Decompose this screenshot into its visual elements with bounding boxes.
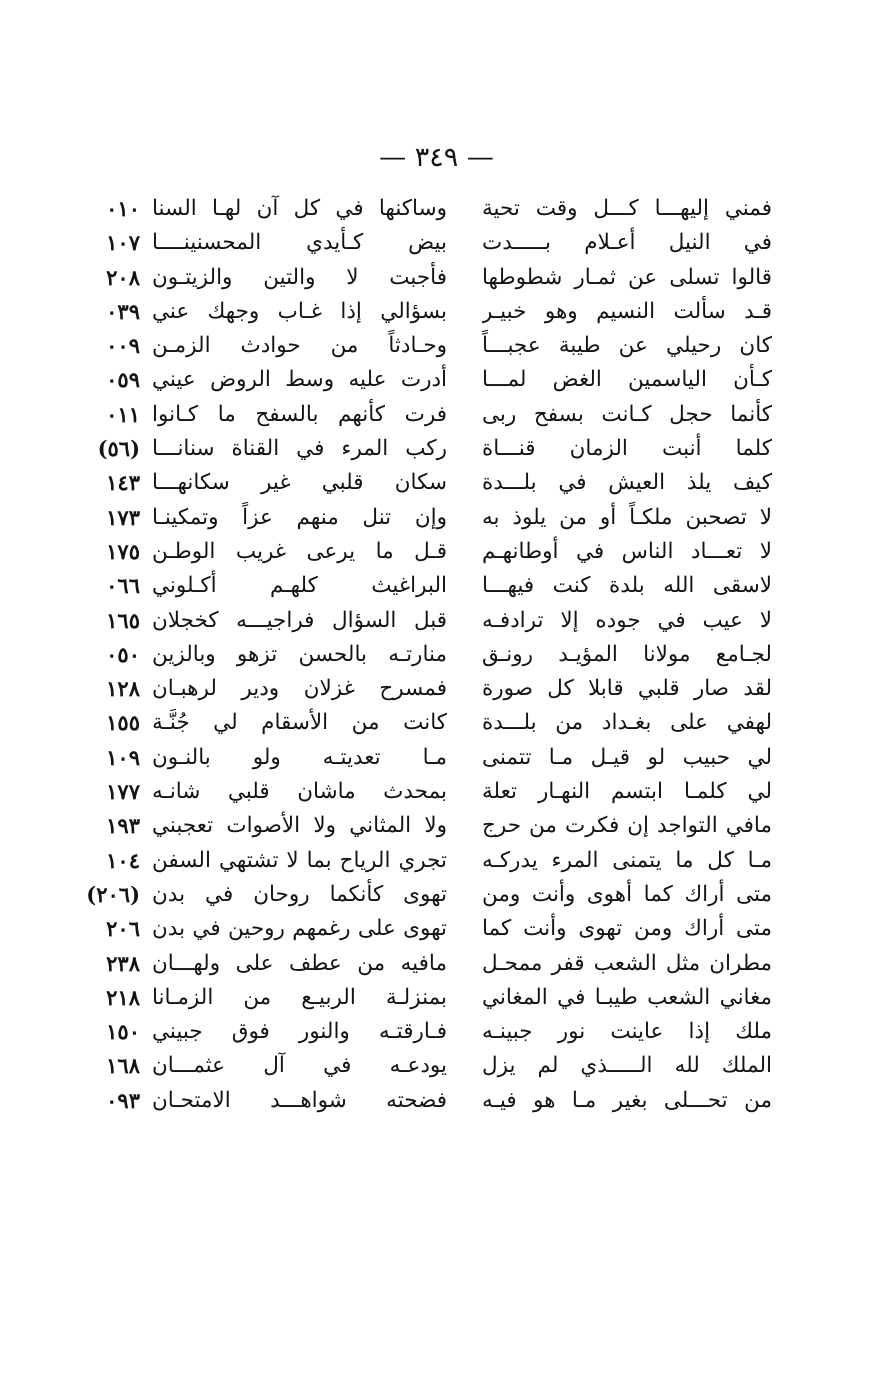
page-reference-number: ٠٠٩	[106, 333, 140, 359]
page-reference-number: ١٧٥	[106, 538, 140, 564]
verse-first-hemistich: في النيل أعـلام بـــــدت	[482, 230, 772, 256]
page-reference-number: ٢٠٨	[106, 264, 140, 290]
page-reference-number: ٠٦٦	[106, 573, 140, 599]
verse-row	[78, 1049, 772, 1083]
page-reference-number: ٠٣٩	[106, 298, 140, 324]
verse-row	[78, 947, 772, 981]
verse-index-table	[78, 192, 772, 1118]
verse-second-hemistich: قبل السؤال فراجيـــه كخجلان	[152, 607, 447, 633]
verse-row	[78, 638, 772, 672]
verse-row	[78, 192, 772, 226]
verse-first-hemistich: من تحـــلى بغير مـا هو فيـه	[482, 1087, 772, 1113]
verse-row	[78, 466, 772, 500]
page-reference-number: ١٩٣	[106, 813, 140, 839]
verse-first-hemistich: لاسقى الله بلدة كنت فيهـــا	[482, 573, 772, 599]
verse-first-hemistich: قالوا تسلى عن ثمـار شطوطها	[482, 264, 772, 290]
verse-second-hemistich: وحـادثاً من حوادث الزمـن	[152, 333, 447, 359]
verse-first-hemistich: فمني إليهـــا كـــل وقت تحية	[482, 196, 772, 221]
verse-first-hemistich: مافي التواجد إن فكرت من حرج	[482, 813, 772, 839]
verse-row	[78, 501, 772, 535]
verse-row	[78, 226, 772, 260]
verse-first-hemistich: ملك إذا عاينت نور جبينـه	[482, 1019, 772, 1045]
verse-second-hemistich: منارتـه بالحسن تزهو وبالزين	[152, 641, 447, 667]
verse-first-hemistich: الملك لله الـــــذي لم يزل	[482, 1053, 772, 1079]
verse-second-hemistich: فـارقتـه والنور فوق جبيني	[152, 1019, 447, 1045]
verse-row	[78, 295, 772, 329]
verse-second-hemistich: يودعـه في آل عثمـــان	[152, 1053, 447, 1079]
page-reference-number: ٠٥٠	[106, 641, 140, 667]
verse-second-hemistich: ولا المثاني ولا الأصوات تعجبني	[152, 813, 447, 839]
verse-row	[78, 398, 772, 432]
verse-first-hemistich: لا تعـــاد الناس في أوطانهـم	[482, 538, 772, 564]
verse-second-hemistich: مـا تعديتـه ولو بالنـون	[152, 744, 447, 770]
verse-second-hemistich: البراغيث كلهـم أكـلوني	[152, 573, 447, 599]
page-reference-number: ٢٠٦	[106, 916, 140, 942]
verse-first-hemistich: لهفي على بغـداد من بلـــدة	[482, 710, 772, 736]
verse-second-hemistich: فأجبت لا والتين والزيتـون	[152, 264, 447, 290]
verse-row	[78, 569, 772, 603]
verse-first-hemistich: متى أراك كما أهوى وأنت ومن	[482, 881, 772, 907]
verse-row	[78, 878, 772, 912]
verse-second-hemistich: بمحدث ماشان قلبي شانـه	[152, 779, 447, 805]
verse-first-hemistich: لا عيب في جوده إلا ترادفـه	[482, 607, 772, 633]
page-reference-number: ١٠٧	[106, 230, 140, 256]
verse-row	[78, 261, 772, 295]
verse-first-hemistich: لي كلمـا ابتسم النهـار تعلة	[482, 779, 772, 805]
verse-second-hemistich: سكان قلبي غير سكانهـــا	[152, 470, 447, 496]
verse-second-hemistich: فضحته شواهـــد الامتحـان	[152, 1087, 447, 1113]
verse-first-hemistich: كـأن الياسمين الغض لمـــا	[482, 367, 772, 393]
verse-row	[78, 535, 772, 569]
verse-second-hemistich: مافيه من عطف على ولهـــان	[152, 950, 447, 976]
verse-second-hemistich: تهوى كأنكما روحان في بدن	[152, 881, 447, 907]
verse-second-hemistich: بيض كـأيدي المحسنينــــا	[152, 230, 447, 256]
page-reference-number: ١٥٥	[106, 710, 140, 736]
verse-second-hemistich: وإن تنل منهم عزاً وتمكينـا	[152, 504, 447, 530]
verse-second-hemistich: قـل ما يرعى غريب الوطـن	[152, 538, 447, 564]
page-reference-number: ٠٩٣	[106, 1087, 140, 1113]
page-reference-number: ١٥٠	[106, 1019, 140, 1045]
verse-first-hemistich: قـد سألت النسيم وهو خبيـر	[482, 298, 772, 324]
page-reference-number: ١٧٧	[106, 779, 140, 805]
verse-first-hemistich: مطران مثل الشعب قفر ممحـل	[482, 950, 772, 976]
verse-second-hemistich: فمسرح غزلان ودير لرهبـان	[152, 676, 447, 702]
page-reference-number: ١٠٩	[106, 744, 140, 770]
page-reference-number: ٠٥٩	[106, 367, 140, 393]
verse-second-hemistich: كانت من الأسقام لي جُنَّـة	[152, 710, 447, 736]
verse-first-hemistich: لجـامع مولانا المؤيـد رونـق	[482, 641, 772, 667]
verse-row	[78, 775, 772, 809]
verse-row	[78, 809, 772, 843]
verse-row	[78, 672, 772, 706]
verse-row	[78, 741, 772, 775]
page-number: — ٣٤٩ —	[379, 142, 494, 173]
page-reference-number: ٠١١	[106, 401, 140, 427]
verse-first-hemistich: لا تصحبن ملكـاً أو من يلوذ به	[482, 504, 772, 530]
page-reference-number: ٢١٨	[106, 984, 140, 1010]
page-reference-number: ٢٣٨	[106, 950, 140, 976]
verse-row	[78, 912, 772, 946]
verse-row	[78, 329, 772, 363]
verse-row	[78, 363, 772, 397]
verse-second-hemistich: أدرت عليه وسط الروض عيني	[152, 367, 447, 393]
verse-row	[78, 706, 772, 740]
verse-first-hemistich: متى أراك ومن تهوى وأنت كما	[482, 916, 772, 942]
page-reference-number: ١٦٥	[106, 607, 140, 633]
page-reference-number: ٠١٠	[106, 196, 140, 221]
verse-second-hemistich: بمنزلـة الربيـع من الزمـانا	[152, 984, 447, 1010]
verse-second-hemistich: ركب المرء في القناة سنانـــا	[152, 436, 447, 462]
verse-first-hemistich: كيف يلذ العيش في بلـــدة	[482, 470, 772, 496]
verse-first-hemistich: مغاني الشعب طيبـا في المغاني	[482, 984, 772, 1010]
verse-first-hemistich: لقد صار قلبي قابلا كل صورة	[482, 676, 772, 702]
verse-row	[78, 432, 772, 466]
page-reference-number: ١٧٣	[106, 504, 140, 530]
verse-row	[78, 1084, 772, 1118]
verse-first-hemistich: كأنما حجل كـانت بسفح ربى	[482, 401, 772, 427]
page-reference-number: ١٦٨	[106, 1053, 140, 1079]
verse-row	[78, 604, 772, 638]
page-reference-number: ١٠٤	[106, 847, 140, 873]
verse-second-hemistich: تهوى على رغمهم روحين في بدن	[152, 916, 447, 942]
page-reference-number: (٥٦)	[97, 436, 140, 462]
page-reference-number: (٢٠٦)	[86, 881, 140, 907]
page-reference-number: ١٤٣	[106, 470, 140, 496]
verse-first-hemistich: لي حبيب لو قيـل مـا تتمنى	[482, 744, 772, 770]
verse-row	[78, 981, 772, 1015]
verse-second-hemistich: تجري الرياح بما لا تشتهي السفن	[152, 847, 447, 873]
page-reference-number: ١٢٨	[106, 676, 140, 702]
verse-first-hemistich: كلما أنبت الزمان قنـــاة	[482, 436, 772, 462]
verse-second-hemistich: بسؤالي إذا غـاب وجهك عني	[152, 298, 447, 324]
verse-first-hemistich: كان رحيلي عن طيبة عجبـــاً	[482, 333, 772, 359]
verse-second-hemistich: وساكنها في كل آن لهـا السنا	[152, 196, 447, 221]
verse-second-hemistich: فرت كأنهم بالسفح ما كـانوا	[152, 401, 447, 427]
verse-row	[78, 1015, 772, 1049]
verse-first-hemistich: مـا كل ما يتمنى المرء يدركـه	[482, 847, 772, 873]
verse-row	[78, 844, 772, 878]
